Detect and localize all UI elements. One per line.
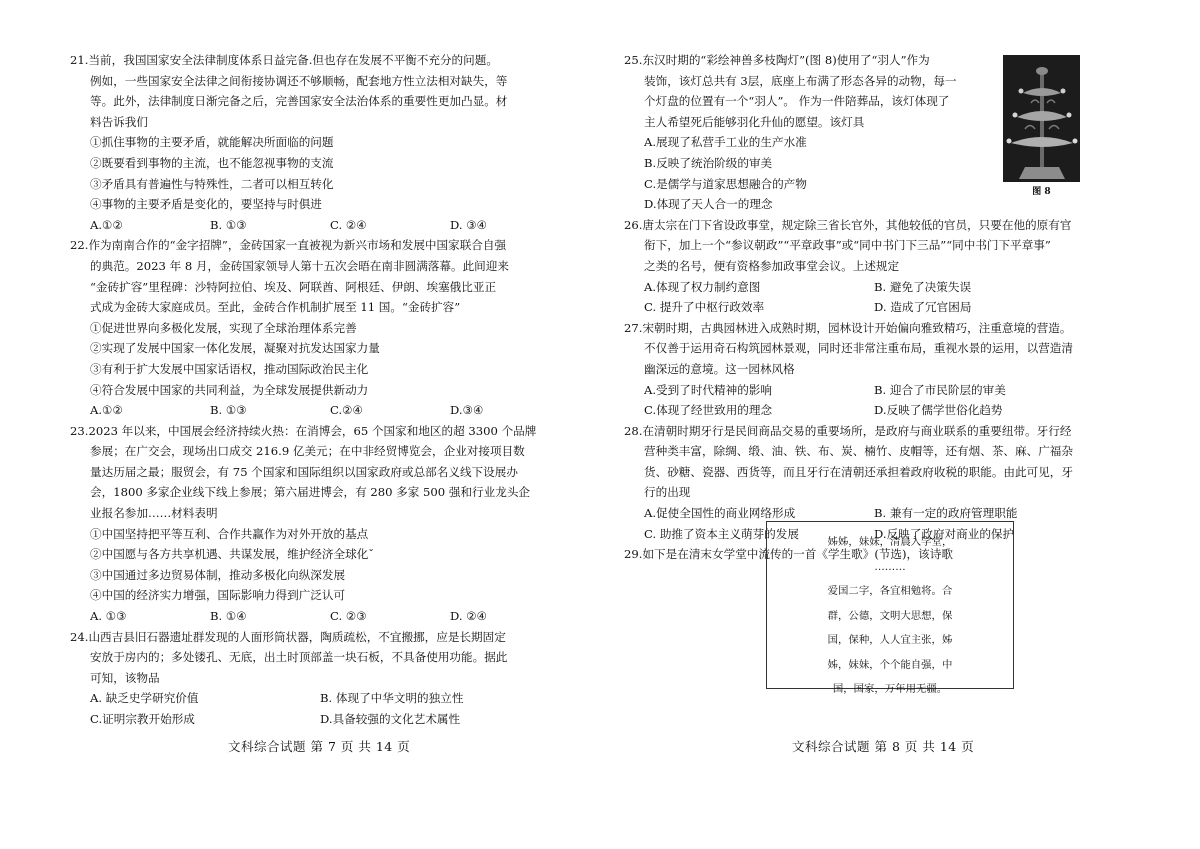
option-d: D. ②④: [450, 609, 488, 624]
poem-line: 国，保种，人人宜主张，姊: [827, 634, 953, 646]
question-text-line: 料告诉我们: [90, 114, 148, 129]
statement-item: ①中国坚持把平等互利、合作共赢作为对外开放的基点: [90, 526, 369, 541]
question-26: [624, 215, 1144, 318]
option-a: A.受到了时代精神的影响: [644, 382, 772, 397]
question-text-line: 26.唐太宗在门下省设政事堂，规定除三省长官外，其他较低的官员，只要在他的原有官: [624, 217, 1072, 232]
poem-box: [766, 521, 1014, 695]
option-a: A. ①③: [90, 609, 127, 624]
exam-page-8: [600, 0, 1200, 849]
page-footer: 文科综合试题 第 8 页 共 14 页: [792, 739, 975, 754]
question-23: [70, 421, 570, 627]
question-text-line: “金砖扩容”里程碑：沙特阿拉伯、埃及、阿联酋、阿根廷、伊朗、埃塞俄比亚正: [90, 279, 497, 294]
option-d: D.反映了政府对商业的保护: [874, 526, 1015, 541]
poem-line: 国，国家，万年用无疆。: [832, 683, 948, 695]
question-text-line: 营种类丰富，除绸、缎、油、铁、布、炭、楠竹、皮帽等，还有烟、茶、麻、广福杂: [644, 444, 1073, 459]
option-d: D.反映了儒学世俗化趋势: [874, 403, 1003, 418]
option-d: D.③④: [450, 403, 484, 418]
option-a: A.展现了私营手工业的生产水准: [644, 135, 807, 150]
option-a: A. 缺乏史学研究价值: [90, 691, 199, 706]
question-text-line: 货、砂糖、瓷器、西货等，而且牙行在清朝还承担着政府收税的职能。由此可见，牙: [644, 464, 1073, 479]
option-d: D. 造成了冗官困局: [874, 300, 972, 315]
question-text-line: 25.东汉时期的“彩绘神兽多枝陶灯”(图 8)使用了“羽人”作为: [624, 53, 930, 67]
statement-item: ②中国愿与各方共享机遇、共谋发展，维护经济全球化ˇ: [90, 547, 375, 562]
statement-item: ①促进世界向多极化发展，实现了全球治理体系完善: [90, 320, 357, 335]
left-column: [70, 50, 570, 730]
answer-options: [70, 709, 570, 730]
figure-8: [1003, 55, 1080, 197]
figure-caption: 图 8: [1032, 187, 1051, 197]
option-c: C. ②④: [330, 217, 367, 232]
question-27: [624, 318, 1144, 421]
question-text-line: 式成为金砖大家庭成员。至此，金砖合作机制扩展至 11 国。“金砖扩容”: [90, 300, 461, 315]
statement-item: ③有利于扩大发展中国家话语权，推动国际政治民主化: [90, 361, 369, 376]
poem-line: 爱国二字，各宜相勉将。合: [827, 585, 953, 597]
question-text-line: 24.山西吉县旧石器遗址群发现的人面形筒状器，陶质疏松，不宜搬挪，应是长期固定: [70, 629, 506, 644]
poem-line: 群，公德，文明大思想，保: [827, 609, 953, 622]
answer-options: [70, 606, 570, 627]
option-c: C.体现了经世致用的理念: [644, 403, 773, 418]
option-a: A.体现了权力制约意图: [644, 279, 761, 294]
question-text-line: 27.宋朝时期，古典园林进入成熟时期，园林设计开始偏向雅致精巧，注重意境的营造。: [624, 320, 1072, 335]
option-c: C.证明宗教开始形成: [90, 712, 195, 726]
statement-item: ②既要看到事物的主流，也不能忽视事物的支流: [90, 155, 334, 170]
option-d: D. ③④: [450, 217, 488, 232]
question-text-line: 行的出现: [644, 485, 691, 500]
question-text-line: 23.2023 年以来，中国展会经济持续火热：在消博会，65 个国家和地区的超 3300 个品牌: [70, 423, 537, 438]
option-c: C. ②③: [330, 609, 367, 624]
option-b: B. ①③: [210, 217, 247, 232]
poem-line: 姊姊，妹妹，清晨入学堂，: [827, 536, 953, 548]
option-b: B. 迎合了市民阶层的审美: [874, 382, 1006, 397]
question-text-line: 参展；在广交会，现场出口成交 216.9 亿美元；在中非经贸博览会，企业对接项目数: [90, 444, 525, 459]
question-text-line: 会，1800 多家企业线下线上参展；第六届进博会，有 280 多家 500 强和行业龙头企: [90, 485, 531, 500]
question-text-line: 28.在清朝时期牙行是民间商品交易的重要场所，是政府与商业联系的重要纽带。牙行经: [624, 423, 1072, 438]
question-text-line: 装饰，该灯总共有 3层，底座上布满了形态各异的动物，每一: [644, 73, 957, 88]
question-24: [70, 627, 570, 730]
question-text-line: 幽深远的意境。这一园林风格: [644, 361, 795, 376]
option-a: A.①②: [90, 403, 123, 418]
option-a: A.①②: [90, 217, 123, 232]
pottery-lamp-image: [1003, 55, 1080, 182]
statement-item: ③中国通过多边贸易体制，推动多极化向纵深发展: [90, 567, 346, 582]
question-21: [70, 50, 570, 235]
question-text-line: 21.当前，我国国家安全法律制度体系日益完备.但也存在发展不平衡不充分的问题。: [70, 53, 498, 67]
poem-line: ………: [874, 560, 906, 573]
page-footer: 文科综合试题 第 7 页 共 14 页: [228, 739, 411, 754]
question-text-line: 安放于房内的；多处镂孔、无底，出土时顶部盖一块石板，不具备使用功能。据此: [90, 650, 508, 665]
answer-options: [624, 277, 1144, 298]
option-b: B. 避免了决策失误: [874, 279, 972, 294]
question-text-line: 29.如下是在清末女学堂中流传的一首《学生歌》(节选)，该诗歌: [624, 547, 953, 562]
statement-item: ④中国的经济实力增强，国际影响力得到广泛认可: [90, 588, 346, 603]
question-text-line: 量达历届之最；服贸会，有 75 个国家和国际组织以国家政府或总部名义线下设展办: [90, 464, 518, 479]
question-text-line: 主人希望死后能够羽化升仙的愿望。该灯具: [644, 114, 865, 129]
statement-item: ④事物的主要矛盾是变化的，要坚持与时俱进: [90, 197, 322, 212]
option-d: D.体现了天人合一的理念: [644, 197, 773, 212]
option-c: C.②④: [330, 403, 363, 418]
statement-item: ④符合发展中国家的共同利益，为全球发展提供新动力: [90, 382, 369, 397]
option-b: B. ①④: [210, 609, 247, 624]
question-text-line: 的典范。2023 年 8 月，金砖国家领导人第十五次会晤在南非圆满落幕。此间迎来: [90, 258, 509, 273]
option-c: C.是儒学与道家思想融合的产物: [644, 176, 807, 191]
question-text-line: 22.作为南南合作的“金字招牌”，金砖国家一直被视为新兴市场和发展中国家联合自强: [70, 238, 507, 253]
question-text-line: 个灯盘的位置有一个“羽人”。 作为一件陪葬品，该灯体现了: [644, 94, 950, 109]
question-text-line: 不仅善于运用奇石构筑园林景观，同时还非常注重布局，重视水景的运用，以营造清: [644, 341, 1073, 356]
option-b: B. ①③: [210, 403, 247, 418]
question-text-line: 等。此外，法律制度日渐完备之后，完善国家安全法治体系的重要性更加凸显。材: [90, 94, 508, 109]
option-d: D.具备较强的文化艺术属性: [320, 712, 461, 726]
answer-options: [70, 400, 570, 421]
option-b: B.反映了统治阶级的审美: [644, 155, 773, 170]
answer-options: [70, 688, 570, 709]
lamp-photo: [1003, 55, 1080, 182]
statement-item: ③矛盾具有普遍性与特殊性，二者可以相互转化: [90, 176, 334, 191]
option-c: C. 助推了资本主义萌芽的发展: [644, 526, 799, 541]
question-text-line: 衔下，加上一个“参议朝政”“平章政事”或“同中书门下三品”“同中书门下平章事”: [644, 238, 1051, 253]
statement-item: ②实现了发展中国家一体化发展，凝聚对抗发达国家力量: [90, 341, 380, 356]
answer-options: [624, 400, 1144, 421]
question-text-line: 可知，该物品: [90, 670, 160, 685]
question-text-line: 之类的名号，便有资格参加政事堂会议。上述规定: [644, 258, 900, 273]
poem-line: 姊，妹妹，个个能自强，中: [827, 658, 953, 671]
option-a: A.促使全国性的商业网络形成: [644, 506, 796, 521]
question-22: [70, 235, 570, 420]
answer-options: [624, 380, 1144, 401]
answer-options: [70, 215, 570, 236]
statement-item: ①抓住事物的主要矛盾，就能解决所面临的问题: [90, 135, 334, 150]
question-text-line: 业报名参加……材料表明: [90, 506, 218, 521]
option-b: B. 体现了中华文明的独立性: [320, 691, 464, 706]
option-c: C. 提升了中枢行政效率: [644, 300, 765, 315]
question-text-line: 例如，一些国家安全法律之间衔接协调还不够顺畅，配套地方性立法相对缺失，等: [90, 73, 508, 88]
answer-options: [624, 297, 1144, 318]
option-b: B. 兼有一定的政府管理职能: [874, 506, 1018, 521]
